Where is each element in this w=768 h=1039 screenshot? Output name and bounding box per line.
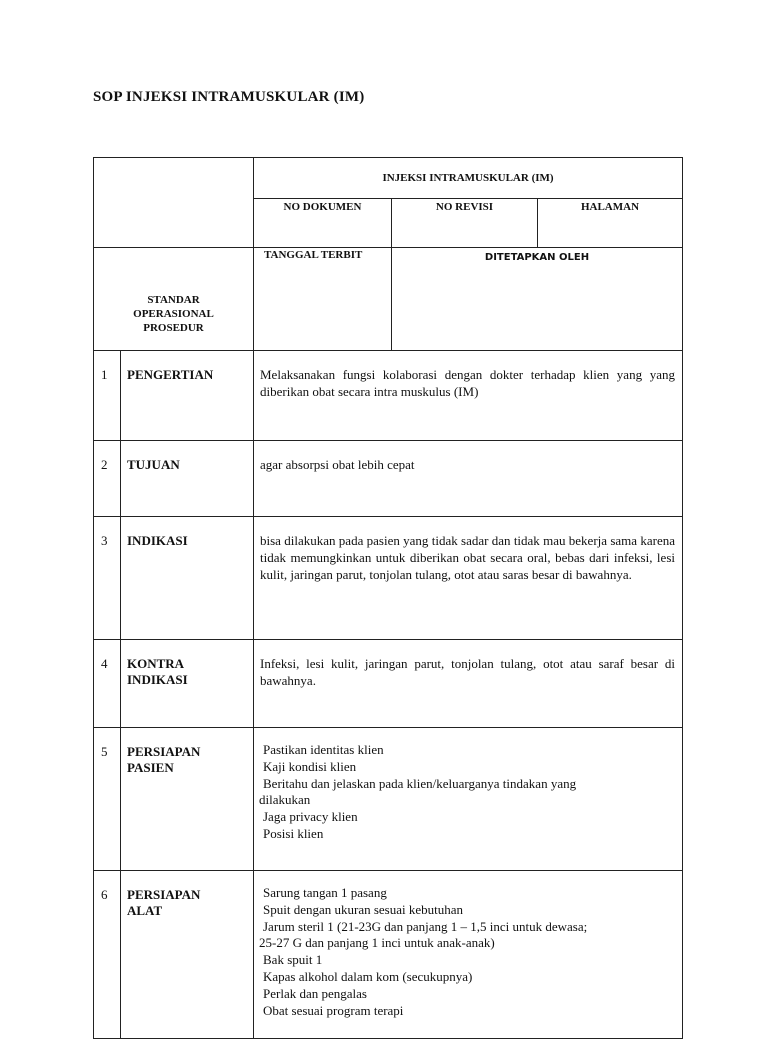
row-number: 1: [94, 351, 121, 441]
row-label: INDIKASI: [121, 517, 254, 640]
no-revisi-cell: [392, 199, 538, 248]
tanggal-terbit-cell: [254, 248, 392, 351]
row-label-line: ALAT: [127, 903, 163, 918]
list-item: Posisi klien: [263, 825, 324, 841]
table-row: [94, 441, 683, 517]
row-label-line: INDIKASI: [127, 672, 188, 687]
row-content: Melaksanakan fungsi kolaborasi dengan dokter terhadap klien yang yang diberikan obat secara intra muskulus (IM): [254, 351, 683, 441]
ditetapkan-oleh-cell: [392, 248, 683, 351]
standar-operasional-prosedur-cell: [94, 248, 254, 351]
row-number: 2: [94, 441, 121, 517]
row-label-line: PERSIAPAN: [127, 887, 201, 902]
list-item: Jarum steril 1 (21-23G dan panjang 1 – 1,5 inci untuk dewasa;: [263, 918, 588, 934]
list-item: Sarung tangan 1 pasang: [263, 885, 387, 900]
no-dokumen-cell: [254, 199, 392, 248]
row-label: [121, 640, 254, 728]
list-item: Pastikan identitas klien: [263, 742, 384, 757]
tanggal-terbit-label: TANGGAL TERBIT: [264, 249, 363, 261]
list-item: Perlak dan pengalas: [263, 985, 367, 1001]
logo-cell: [94, 158, 254, 248]
table-row: [94, 871, 683, 1039]
row-number: 4: [94, 640, 121, 728]
table-row: [94, 517, 683, 640]
row-label: PENGERTIAN: [121, 351, 254, 441]
operasional-label: OPERASIONAL: [133, 308, 214, 320]
list-item: Jaga privacy klien: [263, 809, 358, 825]
procedure-name: INJEKSI INTRAMUSKULAR (IM): [382, 172, 554, 184]
list-item: dilakukan: [259, 792, 311, 808]
list-item: Obat sesuai program terapi: [263, 1002, 404, 1018]
list-item: Beritahu dan jelaskan pada klien/keluarganya tindakan yang: [263, 775, 577, 791]
row-label: [121, 871, 254, 1039]
row-label-line: PASIEN: [127, 760, 174, 775]
list-item: Kapas alkohol dalam kom (secukupnya): [263, 968, 473, 984]
table-row: [94, 728, 683, 871]
table-row: [94, 640, 683, 728]
sop-table: [93, 157, 683, 1039]
page-title: SOP INJEKSI INTRAMUSKULAR (IM): [93, 89, 365, 105]
list-item: Spuit dengan ukuran sesuai kebutuhan: [263, 901, 464, 917]
halaman-cell: [538, 199, 683, 248]
row-number: 6: [94, 871, 121, 1039]
row-content-list: [254, 871, 683, 1039]
halaman-label: HALAMAN: [580, 201, 640, 213]
row-content-list: [254, 728, 683, 871]
row-label-line: PERSIAPAN: [127, 744, 201, 759]
row-number: 5: [94, 728, 121, 871]
no-dokumen-label: NO DOKUMEN: [283, 201, 362, 213]
row-content: bisa dilakukan pada pasien yang tidak sadar dan tidak mau bekerja sama karena tidak memungkinkan untuk diberikan obat secara oral, bebas dari infeksi, lesi kulit, jaringan parut, tonjolan tulang, otot atau saras besar di bawahnya.: [254, 517, 683, 640]
row-number: 3: [94, 517, 121, 640]
row-content: Infeksi, lesi kulit, jaringan parut, tonjolan tulang, otot atau saraf besar di bawahnya.: [254, 640, 683, 728]
no-revisi-label: NO REVISI: [435, 201, 494, 213]
row-content: agar absorpsi obat lebih cepat: [254, 441, 683, 517]
ditetapkan-oleh-label: DITETAPKAN OLEH: [484, 252, 590, 263]
row-label: [121, 728, 254, 871]
prosedur-label: PROSEDUR: [143, 322, 204, 334]
list-item: 25-27 G dan panjang 1 inci untuk anak-anak): [259, 935, 495, 951]
procedure-name-cell: [254, 158, 683, 199]
row-label-line: KONTRA: [127, 656, 185, 671]
standar-label: STANDAR: [147, 294, 200, 306]
list-item: Kaji kondisi klien: [263, 758, 357, 774]
list-item: Bak spuit 1: [263, 952, 323, 968]
table-row: [94, 351, 683, 441]
row-label: TUJUAN: [121, 441, 254, 517]
